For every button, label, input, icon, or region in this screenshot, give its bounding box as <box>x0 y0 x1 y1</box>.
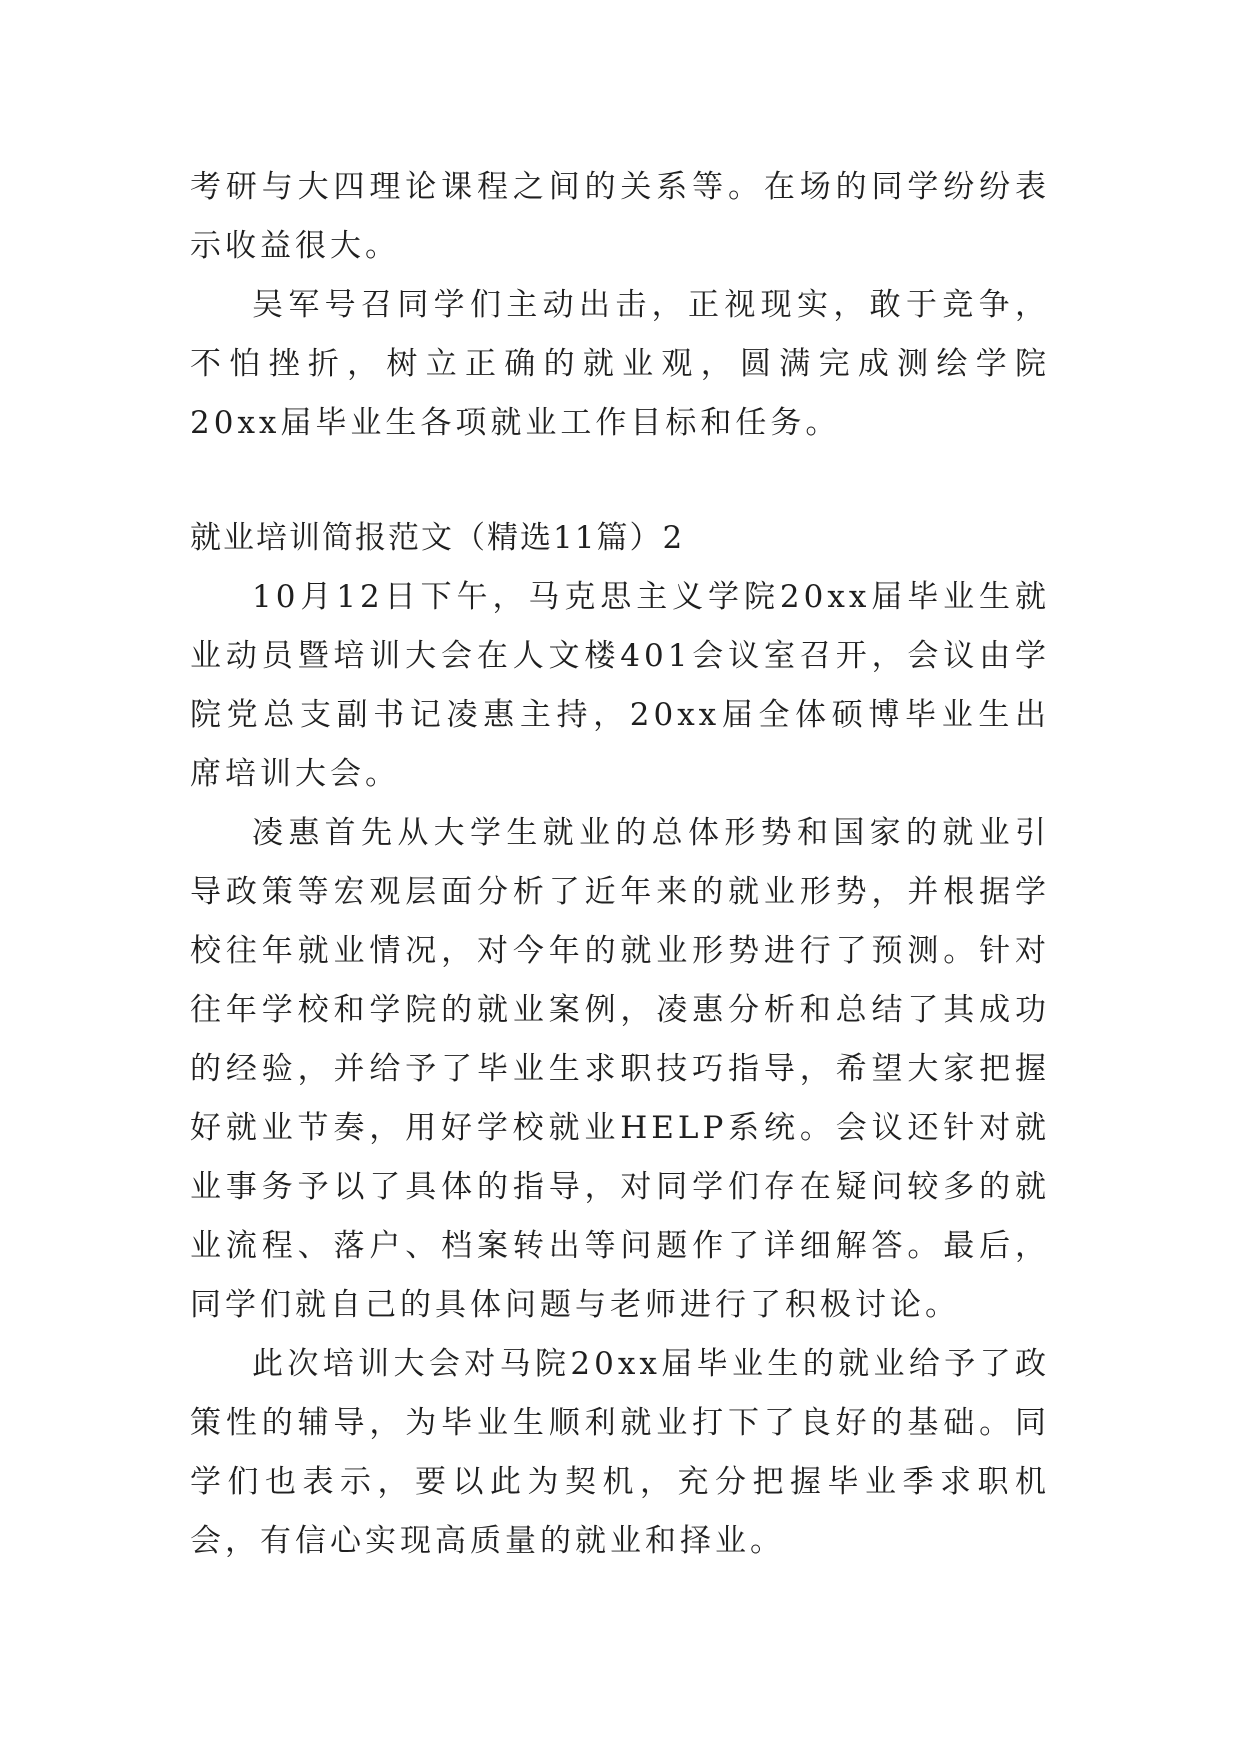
paragraph-conclusion: 此次培训大会对马院20xx届毕业生的就业给予了政策性的辅导，为毕业生顺利就业打下了良好的基础。同学们也表示，要以此为契机，充分把握毕业季求职机会，有信心实现高质量的就业和择业。 <box>190 1346 1050 1559</box>
paragraph-linghui-analysis: 凌惠首先从大学生就业的总体形势和国家的就业引导政策等宏观层面分析了近年来的就业形势，并根据学校往年就业情况，对今年的就业形势进行了预测。针对往年学校和学院的就业案例，凌惠分析和总结了其成功的经验，并给予了毕业生求职技巧指导，希望大家把握好就业节奏，用好学校就业HELP系统。会议还针对就业事务予以了具体的指导，对同学们存在疑问较多的就业流程、落户、档案转出等问题作了详细解答。最后，同学们就自己的具体问题与老师进行了积极讨论。 <box>190 815 1050 1323</box>
document-body <box>190 158 1050 1571</box>
paragraph-meeting-intro: 10月12日下午，马克思主义学院20xx届毕业生就业动员暨培训大会在人文楼401会议室召开，会议由学院党总支副书记凌惠主持，20xx届全体硕博毕业生出席培训大会。 <box>190 579 1050 792</box>
section-title: 就业培训简报范文（精选11篇）2 <box>190 520 685 556</box>
paragraph-wujun: 吴军号召同学们主动出击，正视现实，敢于竞争，不怕挫折，树立正确的就业观，圆满完成测绘学院20xx届毕业生各项就业工作目标和任务。 <box>190 287 1050 441</box>
paragraph-continued: 考研与大四理论课程之间的关系等。在场的同学纷纷表示收益很大。 <box>190 169 1050 264</box>
